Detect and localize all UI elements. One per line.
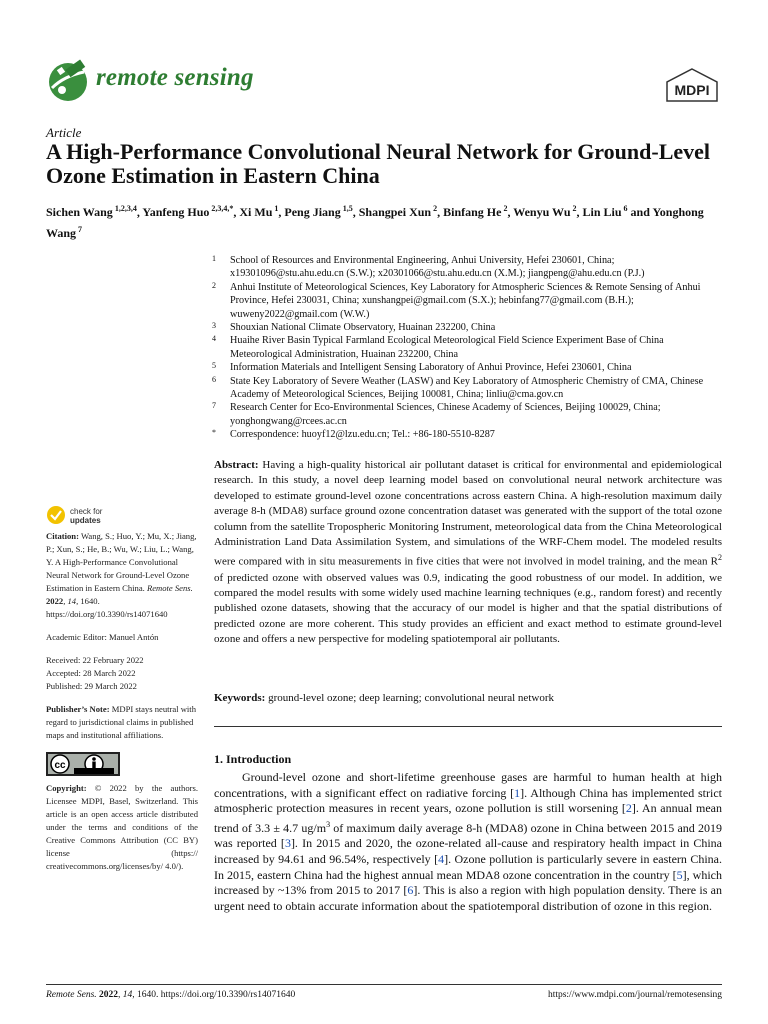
intro-text: ]. In 2015 and 2020, the ozone-related all-cause and respiratory health impact in China increased by 94.61 and 96.54%, respectively [ [214,836,723,866]
keywords [214,691,722,706]
affiliation-text: Anhui Institute of Meteorological Sciences, Key Laboratory for Atmospheric Sciences & Remote Sensing of Anhui Province, Hefei 230031, China; xunshangpei@gmail.com (S.X.); hebinfang77@gmail.com (B.H.); wuweny2022@gmail.com (W.W.) [230,281,701,320]
affiliation-text: School of Resources and Environmental Engineering, Anhui University, Hefei 230601, China; x19301096@stu.ahu.edu.cn (S.W.); x20301066@stu.ahu.edu.cn (X.M.); jiangpeng@ahu.edu.cn (P.J.) [230,255,645,280]
check-updates-line1: check for [70,507,103,516]
footer-doi[interactable]: , 1640. https://doi.org/10.3390/rs14071640 [132,990,296,1000]
footer-citation: Remote Sens. 2022, 14, 1640. https://doi.org/10.3390/rs14071640 [46,990,296,1000]
article-sidebar [46,530,198,883]
keywords-text: ground-level ozone; deep learning; convolutional neural network [268,692,554,704]
affiliation-item [212,361,724,374]
author-name[interactable]: Wenyu Wu [513,205,571,219]
author-name[interactable]: Yanfeng Huo [142,205,210,219]
author-affiliation-marks: 2 [501,204,508,213]
affiliation-number: 3 [212,321,216,331]
affiliation-item [212,281,724,321]
affiliation-item [212,428,724,441]
affiliations-list [212,254,724,442]
reference-link[interactable]: 5 [676,867,683,882]
citation-text: Wang, S.; Huo, Y.; Mu, X.; Jiang, P.; Xun, S.; He, B.; Wu, W.; Liu, L.; Wang, Y. A High-Performance Convolutional Neural Network for Ground-Level Ozone Estimation in Eastern China. [46,531,197,593]
affiliation-item [212,375,724,402]
author-affiliation-marks: 2 [570,204,577,213]
intro-text: ]. An annual mean trend of 3.3 ± 4.7 ug/m [214,801,722,835]
reference-link[interactable]: 3 [284,836,291,851]
check-for-updates-badge[interactable] [46,505,146,525]
abstract-text-part1: Having a high-quality historical air pollutant dataset is critical for environmental and epidemiological research. In this study, a novel deep learning model based on convolutional neural network architecture was developed to estimate ground-level ozone concentrations across eastern China. A high-resolution maximum daily average 8-h (MDA8) surface ground ozone concentration dataset was generated with the support of the total ozone column from the satellite Tropospheric Monitoring Instrument, meteorological data from the China Meteorological Administration Land Data Assimilation System, and simulations of the WRF-Chem model. The modeled results were compared with in situ measurements in five cities that were not involved in model training, and the mean R [214,459,723,569]
affiliation-number: 1 [212,254,216,263]
abstract-label: Abstract: [214,459,259,471]
footer-divider [46,984,722,985]
intro-text: ]. Ozone pollution is particularly severe in eastern China. In 2015, eastern China had the highest annual mean MDA8 ozone concentration in the country [ [214,851,722,882]
citation-label: Citation: [46,531,79,541]
reference-link[interactable]: 4 [438,851,445,866]
abstract-r2-superscript: 2 [718,553,722,563]
intro-text: of maximum daily average 8-h (MDA8) ozone in China between 2015 and 2019 was reported [ [214,820,723,851]
copyright-label: Copyright: [46,783,87,793]
affiliation-number: 5 [212,361,216,371]
affiliation-text: Correspondence: huoyf12@lzu.edu.cn; Tel.: +86-180-5510-8287 [230,429,495,441]
author-name[interactable]: Xi Mu [239,205,273,219]
academic-editor: Academic Editor: Manuel Antón [46,632,159,642]
check-updates-line2: updates [70,516,101,525]
author-name[interactable]: Sichen Wang [46,205,113,219]
introduction-heading: 1. Introduction [214,752,292,766]
author-affiliation-marks: 6 [621,204,628,213]
publisher-note-text: MDPI stays neutral with regard to jurisdictional claims in published maps and institutional affiliations. [46,704,196,740]
abstract [214,458,722,648]
citation-doi[interactable]: , 1640. https://doi.org/10.3390/rs14071640 [46,596,168,619]
author-name[interactable]: Lin Liu [582,205,622,219]
author-affiliation-marks: 2,3,4,* [209,204,234,213]
section-divider [214,726,722,727]
journal-logo-icon [44,58,92,104]
citation-volume: 14 [67,596,77,606]
publisher-note [46,703,198,742]
article-type: Article [46,125,82,140]
copyright-text: © 2022 by the authors. Licensee MDPI, Basel, Switzerland. This article is an open access article distributed under the terms and conditions of the Creative Commons Attribution (CC BY) license (https:// creativecommons.org/licenses/by/ 4.0/). [46,783,198,871]
mdpi-logo[interactable] [664,68,720,102]
author-name[interactable]: Peng Jiang [284,205,341,219]
article-title: A High-Performance Convolutional Neural Network for Ground-Level Ozone Estimation in Eastern China [46,139,711,188]
citation-year: 2022 [46,596,64,606]
introduction-paragraph [214,770,722,914]
author-name[interactable]: Binfang He [443,205,502,219]
citation-block: Citation: Wang, S.; Huo, Y.; Mu, X.; Jiang, P.; Xun, S.; He, B.; Wu, W.; Liu, L.; Wang, Y. A High-Performance Convolutional Neural Network for Ground-Level Ozone Estimation in Eastern China. Remote Sens. 2022, 14, 1640. https://doi.org/10.3390/rs14071640 [46,531,197,619]
affiliation-item [212,334,724,361]
intro-text: ]. Although China has implemented strict atmospheric protection measures in recent years, ozone pollution is still worsening [ [214,785,722,816]
author-affiliation-marks: 1,5 [340,204,353,213]
author-affiliation-marks: 2 [431,204,438,213]
affiliation-item [212,254,724,281]
affiliation-text: Information Materials and Intelligent Sensing Laboratory of Anhui Province, Hefei 230601, China [230,362,632,374]
affiliation-number: 6 [212,374,216,384]
author-affiliation-marks: 1 [272,204,279,213]
journal-name[interactable]: remote sensing [96,64,254,91]
affiliation-number: * [212,428,216,438]
received-date: Received: 22 February 2022 [46,655,144,665]
reference-link[interactable]: 6 [407,883,414,898]
affiliation-number: 4 [212,334,216,344]
reference-link[interactable]: 2 [625,801,632,816]
affiliation-text: Shouxian National Climate Observatory, Huainan 232200, China [230,322,496,334]
keywords-label: Keywords: [214,692,266,704]
author-list: Sichen Wang $^{1,2,3,4}$, Yanfeng Huo $^{2,3,4,*}$, Xi Mu $^1$, Peng Jiang $^{1,5}$, Shangpei Xun $^2$, Binfang He $^2$, Wenyu Wu $^2$, Lin Liu $^6$ and Yonghong Wang $^7$ [46,204,704,240]
publisher-note-label: Publisher’s Note: [46,704,110,714]
mdpi-logo-text: MDPI [674,82,710,98]
affiliation-text: Research Center for Eco-Environmental Sciences, Chinese Academy of Sciences, Beijing 100029, China; yonghongwang@rcees.ac.cn [230,402,661,427]
author-affiliation-marks: 7 [76,225,83,234]
published-date: Published: 29 March 2022 [46,681,137,691]
svg-text:cc: cc [54,760,66,771]
intro-text: ], which increased by ~13% from 2015 to 2017 [ [214,867,722,898]
intro-text: Ground-level ozone and short-lifetime greenhouse gases are harmful to human health at high concentrations, with a significant effect on radiative forcing [ [214,770,722,800]
reference-link[interactable]: 1 [514,785,521,800]
affiliation-item [212,321,724,334]
footer-journal-url[interactable]: https://www.mdpi.com/journal/remotesensing [547,990,722,1000]
affiliation-item [212,401,724,428]
author-affiliation-marks: 1,2,3,4 [112,204,137,213]
author-name[interactable]: Yonghong Wang [46,205,704,240]
intro-text: ]. This is also a region with high population density. There is an urgent need to obtain accurate information about the spatiotemporal distribution of ozone in this region. [214,883,722,913]
affiliation-text: State Key Laboratory of Severe Weather (LASW) and Key Laboratory of Atmospheric Chemistry of CMA, Chinese Academy of Meteorological Sciences, Beijing 100081, China; linliu@cma.gov.cn [230,375,704,401]
unit-superscript: 3 [326,819,331,829]
affiliation-text: Huaihe River Basin Typical Farmland Ecological Meteorological Field Science Experiment Base of China Meteorological Administration, Huainan 232200, China [230,335,664,360]
cc-by-license-icon[interactable] [46,752,120,776]
affiliation-number: 7 [212,401,216,411]
footer-volume: 14 [122,990,133,1000]
copyright-block [46,782,198,873]
abstract-text-part2: of predicted ozone with observed values was 0.9, indicating the good robustness of our model. In addition, we compared the model results with some widely used machine learning techniques (e.g., random forest) and recently published ozone datasets, showing that the accuracy of our model is higher and that the spatial distributions of predicted ozone are more coherent. This study provides an efficient and exact method to estimate ground-level ozone and offers a new perspective for modeling spatiotemporal air pollutants. [214,571,722,646]
author-name[interactable]: Shangpei Xun [358,205,432,219]
citation-journal: Remote Sens. [146,583,193,593]
footer-year: 2022 [99,990,119,1000]
accepted-date: Accepted: 28 March 2022 [46,668,136,678]
footer-journal: Remote Sens. [46,990,97,1000]
affiliation-number: 2 [212,280,216,290]
